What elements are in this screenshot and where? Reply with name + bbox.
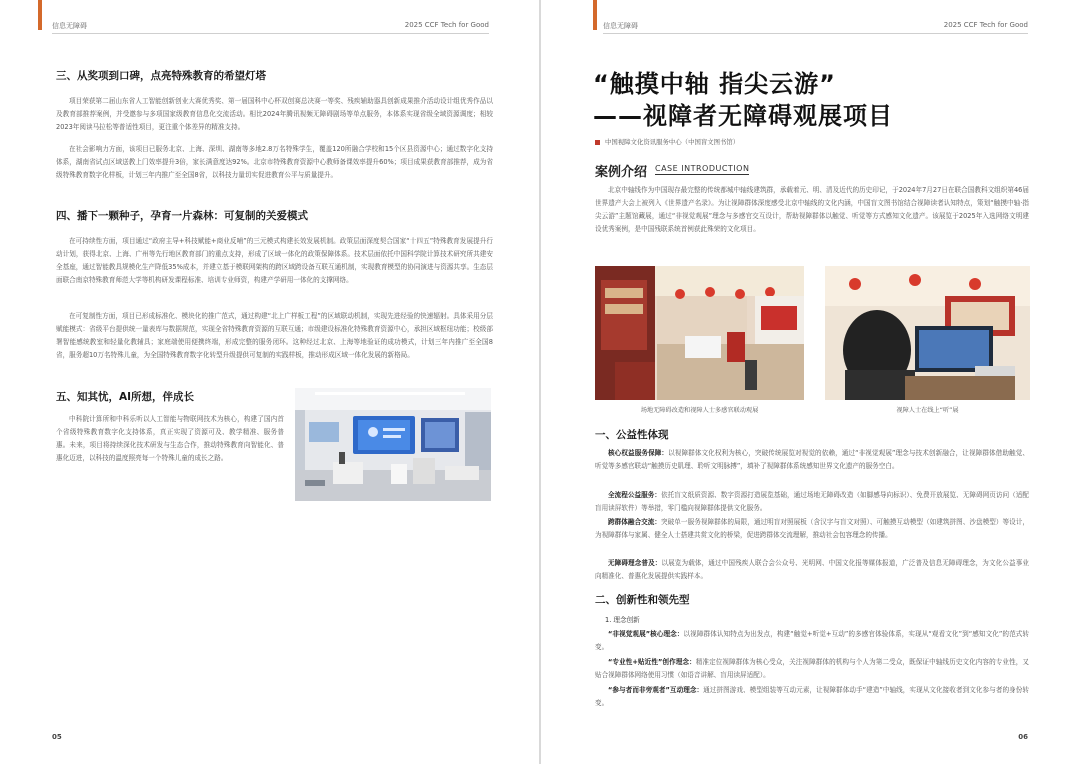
right-page [541,0,1080,764]
non-visual-concept-body: 以视障群体认知特点为出发点，构建“触觉+听觉+互动”的多感官体验体系，实现从“观看文化”到“感知文化”的范式转变。 [595,630,1030,651]
public-welfare-title: 一、公益性体现 [595,429,669,441]
cross-group-lead: 跨群体融合交流： [608,518,662,526]
classroom-photo [295,388,491,501]
source-marker-icon [595,140,600,145]
section-4-title: 四、播下一颗种子，孕育一片森林：可复制的关爱模式 [56,210,308,222]
left-page [0,0,539,764]
concept-innovation-subtitle: 1. 理念创新 [605,616,640,624]
professional-concept-paragraph [595,656,1029,682]
full-process-paragraph [595,489,1029,515]
photo-1-caption: 场地无障碍改造和视障人士多感官联动观展 [640,407,759,414]
full-process-body: 依托盲文纸质资源、数字资源打造展览基础，通过场地无障碍改造（如脚感导向标识）、免费开放展览、无障碍网页访问（适配盲用读屏软件）等举措，零门槛向视障群体提供文化服务。 [595,491,1029,512]
barrier-free-body: 以展览为载体，通过中国残疾人联合会公众号、光明网、中国文化报等媒体报道，广泛普及信息无障碍理念，为文化公益事业向精准化、普惠化发展提供实践样本。 [595,559,1030,580]
header-divider [52,33,489,34]
header-left-label: 信息无障碍 [52,22,87,30]
core-rights-paragraph [595,447,1029,473]
non-visual-concept-lead: “非视觉观展”核心理念： [608,630,684,638]
section-3-paragraph-1: 项目荣获第二届山东省人工智能创新创业大赛优秀奖、第一届国科中心杯双创赛总决赛一等奖、残疾辅助器具创新成果推介活动设计组优秀作品以及教育部推荐案例，并受邀参与多项国家级教育信息化交流活动。相比2024年腾讯视频无障碍剧场等单点服务，本体系实现省级全域资源调度；相较2023年阅读马拉松等普适性项目，更注重个体差异的精准支持。 [56,97,493,131]
header-left-label: 信息无障碍 [603,22,638,30]
section-5-title: 五、知其忧，AI所想，伴成长 [56,391,195,403]
header-divider [603,33,1028,34]
header-accent-tab [593,0,597,30]
header-accent-tab [38,0,42,30]
case-intro-heading: 案例介绍 [595,165,648,180]
core-rights-lead: 核心权益服务保障： [608,449,669,457]
cross-group-paragraph [595,516,1029,542]
participant-concept-body: 通过拼图游戏、模型组装等互动元素，让视障群体动手“建造”中轴线，实现从文化接收者到文化参与者的身份转变。 [595,686,1029,707]
case-intro-english: CASE INTRODUCTION [655,164,750,173]
participant-concept-paragraph [595,684,1029,710]
source-organization-text: 中国视障文化资讯服务中心（中国盲文图书馆） [605,138,740,146]
section-4-paragraph-1: 在可持续性方面，项目通过“政府主导+科技赋能+商业反哺”的三元模式构建长效发展机制。政策层面深度契合国家“十四五”特殊教育发展提升行动计划，获得北京、上海、广州等先行地区教育部门的重点支持，形成了区域一体化的政策保障体系。技术层面依托中国科学院计算技术研究所共建安全基座，通过智能教具规模化生产降低35%成本，并建立基于模联网架构的跨区域跨设备互联互通机制，实现教育模型的协同演进与资源共享。生态层面联合南京特殊教育师范大学等机构研发课程标准、培训专业师资，构建产学研用一体化的支撑网络。 [56,237,493,284]
case-intro-paragraph: 北京中轴线作为中国现存最完整的传统都城中轴线建筑群，承载着元、明、清及近代的历史印记，于2024年7月27日在联合国教科文组织第46届世界遗产大会上被列入《世界遗产名录》。为让视障群体深度感受北京中轴线的文化内涵，中国盲文图书馆结合视障读者认知特点，策划“触摸中轴·指尖云游”主题馆藏展，通过“非视觉观展”理念与多感官交互设计，帮助视障群体以触觉、听觉等方式感知文化遗产。该展览于2025年入选网络文明建设优秀案例，是中国残联系统首例获此殊荣的文化项目。 [595,186,1029,233]
exhibition-venue-photo [595,266,804,400]
source-organization [595,137,739,146]
section-5-paragraph-1: 中科院计算所和中科乐听以人工智能与物联网技术为核心，构建了国内首个省级特殊教育数字化支持体系，真正实现了资源可及、教学精准、服务普惠。未来，项目将持续深化技术研发与生态合作，推动特殊教育向智能化、普惠化迈进，以科技的温度照亮每一个特殊儿童的成长之路。 [56,415,284,462]
barrier-free-paragraph [595,557,1029,583]
core-rights-body: 以视障群体文化权利为核心，突破传统展览对视觉的依赖，通过“非视觉观展”理念与技术创新融合，让视障群体借助触觉、听觉等多感官联动“触摸历史肌理、聆听文明脉搏”，填补了视障群体系统感知世界文化遗产的服务空白。 [595,449,1029,470]
innovation-title: 二、创新性和领先型 [595,594,690,606]
header-right-label: 2025 CCF Tech for Good [404,21,489,29]
barrier-free-lead: 无障碍理念普及： [608,559,662,567]
professional-concept-lead: “专业性+贴近性”创作理念： [608,658,696,666]
professional-concept-body: 精准定位视障群体为核心受众，关注视障群体的机构与个人为第二受众，既保证中轴线历史文化内容的专业性，又贴合视障群体网络使用习惯（如语音讲解、盲用读屏适配）。 [595,658,1029,679]
article-title-line-1: “触摸中轴 指尖云游” [593,70,836,98]
section-3-paragraph-2: 在社会影响力方面，该项目已服务北京、上海、深圳、湖南等多地2.8万名特殊学生，覆盖120所融合学校和15个区县资源中心；通过数字化支持体系，湖南省试点区域送教上门效率提升3倍，家长满意度达92%。北京市特殊教育资源中心教师备课效率提升60%；项目成果获教育部推荐，成为省级特殊教育数字化样板，计划三年内推广至全国8省，以科技力量切实促进教育公平与质量提升。 [56,145,493,179]
online-listening-photo [825,266,1030,400]
photo-2-caption: 视障人士在线上“听”展 [896,407,959,414]
participant-concept-lead: “参与者而非旁观者”互动理念： [608,686,704,694]
non-visual-concept-paragraph [595,628,1029,654]
section-3-title: 三、从奖项到口碑，点亮特殊教育的希望灯塔 [56,70,266,82]
left-page-number: 05 [52,733,62,741]
cross-group-body: 突破单一服务视障群体的局限，通过明盲对照展板（含汉字与盲文对照）、可触摸互动模型（如建筑拼图、沙盘模型）等设计，为视障群体与家属、健全人士搭建共赏文化的桥梁，促进跨群体交流理解，推动社会包容理念的传播。 [595,518,1029,539]
article-title-line-2: ——视障者无障碍观展项目 [593,102,893,130]
section-4-paragraph-2: 在可复制性方面，项目已形成标准化、模块化的推广范式，通过构建“北上广样板工程”的区域联动机制，实现先进经验的快速辐射。具体采用分层赋能模式：省级平台提供统一量表库与数据规范，实现全省特殊教育资源的互联互通；市级建设标准化特殊教育资源中心，承担区域枢纽功能；校级部署智能感统教室和轻量化教辅具；家庭端使用便携终端，形成完整的服务闭环。这种经过北京、上海等地验证的成功模式，计划三年内推广至全国8省，服务超10万名特殊儿童，为全国特殊教育数字化转型升级提供可复制的实践样板，推动形成区域一体化发展的新格局。 [56,312,493,359]
right-page-number: 06 [1018,733,1028,741]
full-process-lead: 全流程公益服务： [608,491,662,499]
header-right-label: 2025 CCF Tech for Good [943,21,1028,29]
